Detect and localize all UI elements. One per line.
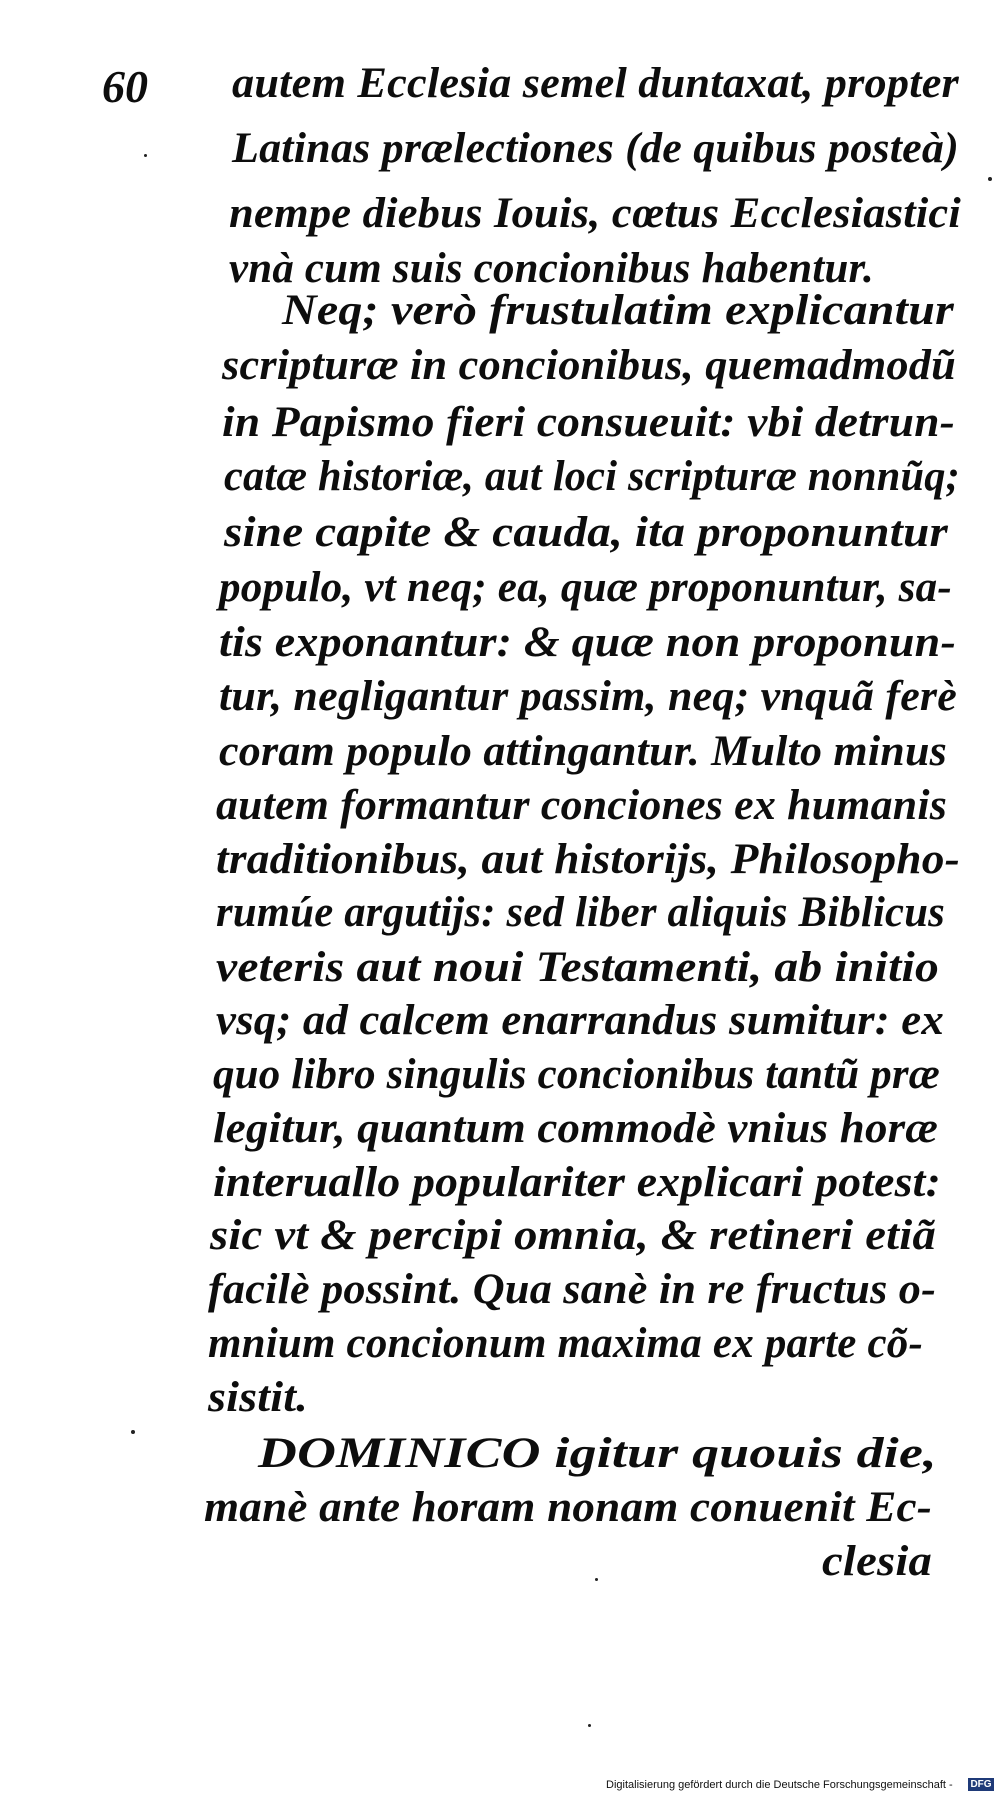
text-line: coram populo attingantur. Multo minus	[219, 728, 947, 775]
text-line: vnà cum suis concionibus habentur.	[229, 245, 874, 292]
text-line: sistit.	[208, 1374, 308, 1421]
text-line: facilè possint. Qua sanè in re fructus o-	[208, 1266, 936, 1313]
text-line: interuallo populariter explicari potest:	[213, 1159, 941, 1206]
scan-speck	[588, 1724, 591, 1727]
digitization-credit: Digitalisierung gefördert durch die Deutsche Forschungsgemeinschaft -	[606, 1779, 953, 1791]
scan-speck	[144, 154, 147, 157]
text-line: vsq; ad calcem enarrandus sumitur: ex	[216, 997, 944, 1044]
page-number: 60	[102, 61, 148, 112]
text-line: populo, vt neq; ea, quæ proponuntur, sa-	[219, 564, 952, 611]
text-line: mnium concionum maxima ex parte cõ-	[208, 1320, 923, 1367]
text-line: rumúe argutijs: sed liber aliquis Biblicus	[216, 889, 945, 936]
text-line: quo libro singulis concionibus tantũ præ	[213, 1051, 940, 1098]
text-line: veteris aut noui Testamenti, ab initio	[216, 944, 939, 991]
text-line: scripturæ in concionibus, quemadmodũ	[222, 342, 957, 389]
text-line: nempe diebus Iouis, cœtus Ecclesiastici	[229, 190, 961, 237]
text-line: tis exponantur: & quæ non proponun-	[219, 619, 956, 666]
text-line: manè ante horam nonam conuenit Ec-	[204, 1484, 932, 1531]
scan-speck	[595, 1578, 598, 1581]
text-line: clesia	[822, 1538, 932, 1585]
text-line: autem formantur conciones ex humanis	[216, 782, 947, 829]
text-line: traditionibus, aut historijs, Philosopho-	[216, 836, 960, 883]
text-line: in Papismo fieri consueuit: vbi detrun-	[222, 399, 955, 446]
text-line: catæ historiæ, aut loci scripturæ nonnũq;	[224, 453, 960, 500]
dfg-logo: DFG	[968, 1778, 994, 1791]
text-line: autem Ecclesia semel duntaxat, propter	[232, 60, 959, 107]
text-line: DOMINICO igitur quouis die,	[258, 1430, 937, 1477]
scan-speck	[131, 1430, 135, 1434]
text-line: sic vt & percipi omnia, & retineri etiã	[210, 1212, 936, 1259]
text-line: legitur, quantum commodè vnius horæ	[213, 1105, 938, 1152]
text-line: tur, negligantur passim, neq; vnquã ferè	[219, 673, 957, 720]
scan-speck	[988, 177, 992, 181]
text-line: Latinas prælectiones (de quibus posteà)	[232, 125, 959, 172]
text-line: Neq; verò frustulatim explicantur	[282, 287, 954, 334]
text-line: sine capite & cauda, ita proponuntur	[224, 509, 948, 556]
